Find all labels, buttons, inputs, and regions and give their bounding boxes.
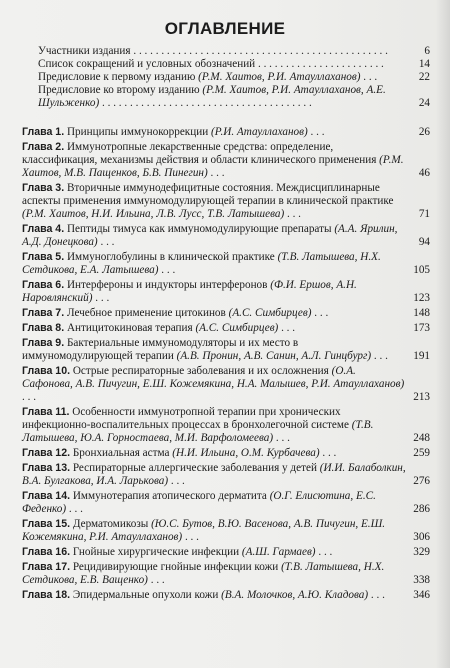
chapter-authors: (Р.М. Хаитов, М.В. Пащенков, Б.В. Пинегин) <box>22 154 404 179</box>
chapter-label: Глава 6. <box>22 279 65 291</box>
chapter-authors: (Т.В. Латышева, Н.Х. Сетдикова, Е.А. Латышева) <box>22 251 381 276</box>
toc-entry-chapter[interactable] <box>22 589 430 602</box>
entry-title: Список сокращений и условных обозначений <box>38 58 256 70</box>
leader-dots: . . . <box>158 264 176 276</box>
page-number: 213 <box>413 391 430 403</box>
chapter-title: Острые респираторные заболевания и их осложнения <box>70 365 332 377</box>
chapter-title: Лечебное применение цитокинов <box>64 307 229 319</box>
entry-title: Участники издания <box>38 45 131 57</box>
chapter-authors: (А.С. Симбирцев) <box>195 322 279 334</box>
toc-entry-chapter[interactable] <box>22 490 430 516</box>
page-number: 26 <box>418 126 430 138</box>
page-number: 329 <box>413 546 430 558</box>
leader-dots: . . . <box>66 503 83 515</box>
chapter-title: Иммунотерапия атопического дерматита <box>70 490 270 502</box>
page-number: 6 <box>424 45 430 57</box>
toc-entry-chapter[interactable] <box>22 561 430 587</box>
page-title: ОГЛАВЛЕНИЕ <box>164 19 286 38</box>
chapter-authors: (Ю.С. Бутов, В.Ю. Васенова, А.В. Пичугин, Е.Ш. Кожемякина, Р.И. Атауллаханов) <box>22 518 386 543</box>
page-number: 346 <box>413 589 430 601</box>
chapter-authors: (А.С. Симбирцев) <box>228 307 312 319</box>
chapter-label: Глава 18. <box>22 589 71 601</box>
chapter-label: Глава 14. <box>22 490 71 502</box>
chapter-authors: (Т.В. Латышева, Ю.А. Горностаева, М.И. Варфоломеева) <box>22 419 374 444</box>
chapter-title: Рецидивирующие гнойные инфекции кожи <box>70 561 282 573</box>
chapter-authors: (Р.И. Атауллаханов) <box>211 126 308 138</box>
leader-dots: . . . <box>207 167 225 179</box>
chapter-title: Эпидермальные опухоли кожи <box>70 589 222 601</box>
chapter-title: Бронхиальная астма <box>70 447 173 459</box>
chapter-authors: (А.В. Пронин, А.В. Санин, А.Л. Гинцбург) <box>176 350 372 362</box>
chapter-list <box>22 126 430 602</box>
chapter-title: Пептиды тимуса как иммуномодулирующие препараты <box>64 223 335 235</box>
leader-dots: . . . <box>368 589 385 601</box>
chapter-label: Глава 3. <box>22 182 65 194</box>
leader-dots: . . . <box>97 236 115 248</box>
chapter-title: Антицитокиновая терапия <box>64 322 196 334</box>
toc-entry-chapter[interactable] <box>22 251 430 277</box>
leader-dots: . . . <box>182 531 199 543</box>
chapter-authors: (Т.В. Латышева, Н.Х. Сетдикова, Е.В. Ващенко) <box>22 561 385 586</box>
chapter-title: Иммунотропные лекарственные средства: определение, классификация, механизмы действия и области клинического применения <box>22 141 380 166</box>
leader-dots: . . . <box>311 307 329 319</box>
chapter-title: Интерфероны и индукторы интерферонов <box>64 279 271 291</box>
chapter-authors: (А.А. Ярилин, А.Д. Донецкова) <box>22 223 398 248</box>
chapter-authors: (О.А. Сафонова, А.В. Пичугин, Е.Ш. Кожемякина, Н.А. Малышев, Р.И. Атауллаханов) <box>22 365 405 390</box>
page-number: 24 <box>418 97 430 109</box>
page-number: 191 <box>413 350 430 362</box>
toc-entry-chapter[interactable] <box>22 546 430 559</box>
chapter-label: Глава 1. <box>22 126 65 138</box>
chapter-authors: (Р.М. Хаитов, Н.И. Ильина, Л.В. Лусс, Т.В. Латышева) <box>22 208 285 220</box>
leader-dots: . . . <box>307 126 325 138</box>
page-number: 173 <box>413 322 430 334</box>
chapter-title: Дерматомикозы <box>70 518 152 530</box>
page-number: 259 <box>413 447 430 459</box>
toc-entry-chapter[interactable] <box>22 182 430 221</box>
chapter-title: Особенности иммунотропной терапии при хронических инфекционно-воспалительных процессах в бронхолегочной системе <box>22 406 352 431</box>
page-number: 105 <box>413 264 430 276</box>
page-edge-shadow <box>436 0 450 668</box>
leader-dots: . . . <box>284 208 301 220</box>
chapter-label: Глава 9. <box>22 337 65 349</box>
chapter-label: Глава 4. <box>22 223 65 235</box>
chapter-label: Глава 8. <box>22 322 65 334</box>
page-number: 71 <box>418 208 430 220</box>
leader-dots: . . . <box>273 432 290 444</box>
front-matter-list <box>22 45 430 110</box>
toc-entry[interactable]: Предисловие ко второму изданию (Р.М. Хаитов, Р.И. Атауллаханов, А.Е. Шульженко) . . . . . . . . . . . . . . . . . . . . . . . . . . . . . . . . . . . . . . 24 <box>38 84 430 109</box>
toc-entry-chapter[interactable] <box>22 141 430 180</box>
chapter-authors: (И.И. Балаболкин, В.А. Булгакова, И.А. Ларькова) <box>22 462 406 487</box>
toc-entry[interactable]: Предисловие к первому изданию (Р.М. Хаитов, Р.И. Атауллаханов) . . . 22 <box>38 71 430 83</box>
chapter-authors: (О.Г. Елисютина, Е.С. Феденко) <box>22 490 376 515</box>
table-of-contents <box>22 45 430 604</box>
leader-dots: . . . <box>92 292 110 304</box>
chapter-label: Глава 11. <box>22 406 70 418</box>
entry-title: Предисловие ко второму изданию <box>38 84 203 96</box>
toc-entry-chapter[interactable] <box>22 307 430 320</box>
page-number: 148 <box>413 307 430 319</box>
chapter-title: Респираторные аллергические заболевания у детей <box>70 462 320 474</box>
page-number: 22 <box>418 71 430 83</box>
page-number: 248 <box>413 432 430 444</box>
chapter-label: Глава 5. <box>22 251 65 263</box>
chapter-label: Глава 16. <box>22 546 71 558</box>
leader-dots: . . . <box>319 447 337 459</box>
toc-entry[interactable]: Список сокращений и условных обозначений . . . . . . . . . . . . . . . . . . . . . . . 14 <box>38 58 430 70</box>
chapter-label: Глава 10. <box>22 365 71 377</box>
chapter-title: Гнойные хирургические инфекции <box>70 546 242 558</box>
page-number: 94 <box>418 236 430 248</box>
leader-dots: . . . <box>168 475 185 487</box>
toc-entry[interactable]: Участники издания . . . . . . . . . . . . . . . . . . . . . . . . . . . . . . . . . . . . . . . . . . . . . . 6 <box>38 45 430 57</box>
leader-dots: . . . <box>22 391 36 403</box>
toc-entry-chapter[interactable] <box>22 518 430 544</box>
entry-authors: (Р.М. Хаитов, Р.И. Атауллаханов) <box>198 71 361 83</box>
page-number: 286 <box>413 503 430 515</box>
chapter-label: Глава 17. <box>22 561 71 573</box>
page-number: 14 <box>418 58 430 70</box>
page-number: 306 <box>413 531 430 543</box>
page-number: 123 <box>413 292 430 304</box>
toc-entry-chapter[interactable] <box>22 279 430 305</box>
toc-entry-chapter[interactable] <box>22 126 430 139</box>
leader-dots: . . . <box>147 574 165 586</box>
toc-entry-chapter[interactable] <box>22 337 430 363</box>
toc-entry-chapter[interactable] <box>22 365 430 404</box>
page-number: 276 <box>413 475 430 487</box>
chapter-authors: (В.А. Молочков, А.Ю. Кладова) <box>221 589 369 601</box>
chapter-label: Глава 13. <box>22 462 71 474</box>
toc-entry-chapter[interactable] <box>22 462 430 488</box>
chapter-title: Бактериальные иммуномодуляторы и их место в иммуномодулирующей терапии <box>22 337 299 362</box>
chapter-label: Глава 2. <box>22 141 65 153</box>
chapter-title: Иммуноглобулины в клинической практике <box>64 251 278 263</box>
entry-title: Предисловие к первому изданию <box>38 71 199 83</box>
entry-authors: (Р.М. Хаитов, Р.И. Атауллаханов, А.Е. Шульженко) <box>38 84 386 109</box>
chapter-label: Глава 12. <box>22 447 71 459</box>
toc-entry-chapter[interactable] <box>22 406 430 445</box>
leader-dots: . . . <box>315 546 333 558</box>
chapter-title: Вторичные иммунодефицитные состояния. Междисциплинарные аспекты применения иммуномодулирующей терапии в клинической практике <box>22 182 394 207</box>
toc-entry-chapter[interactable] <box>22 223 430 249</box>
chapter-title: Принципы иммунокоррекции <box>64 126 212 138</box>
toc-entry-chapter[interactable] <box>22 322 430 335</box>
leader-dots: . . . <box>278 322 296 334</box>
chapter-authors: (А.Ш. Гармаев) <box>241 546 316 558</box>
chapter-label: Глава 15. <box>22 518 71 530</box>
chapter-label: Глава 7. <box>22 307 65 319</box>
page-number: 338 <box>413 574 430 586</box>
leader-dots: . . . <box>371 350 388 362</box>
chapter-authors: (Н.И. Ильина, О.М. Курбачева) <box>172 447 320 459</box>
toc-entry-chapter[interactable] <box>22 447 430 460</box>
chapter-authors: (Ф.И. Ершов, А.Н. Наровлянский) <box>22 279 357 304</box>
page-number: 46 <box>418 167 430 179</box>
